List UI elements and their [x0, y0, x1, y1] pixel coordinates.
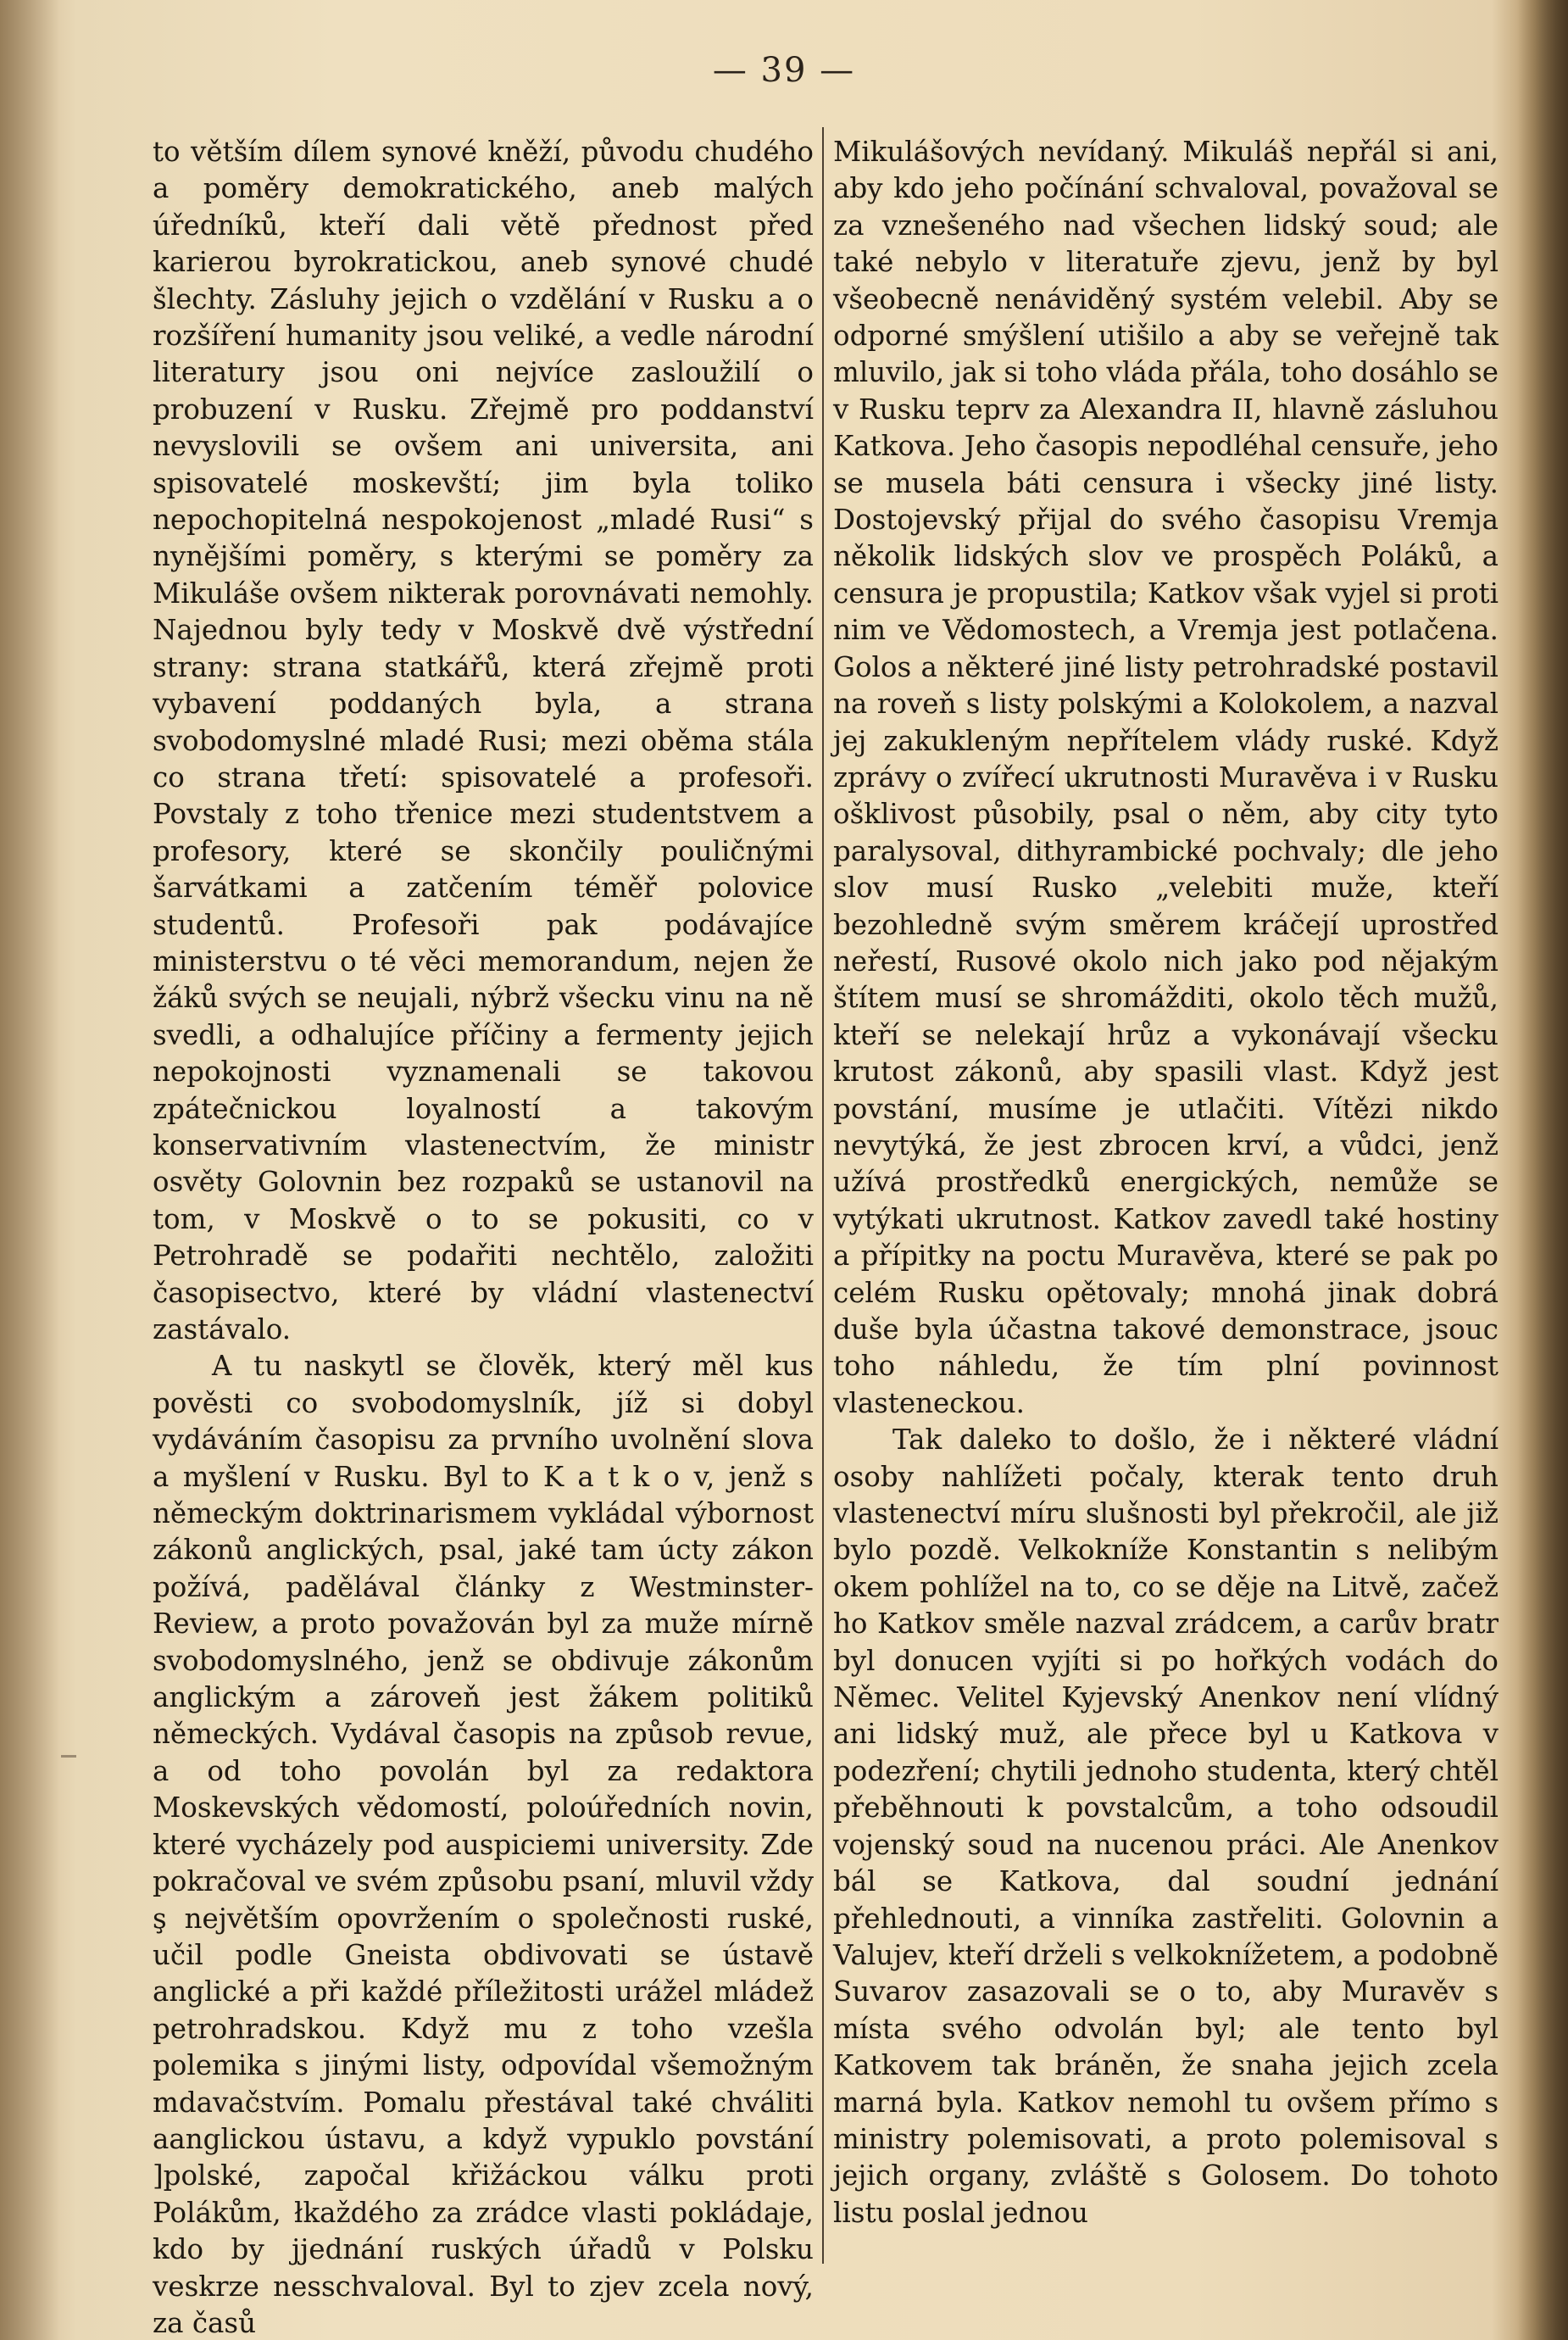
paragraph: to větším dílem synové kněží, původu chudého a poměry demokratického, aneb malých úředníků, kteří dali větě přednost před karierou byrokratickou, aneb synové chudé šlechty. Zásluhy jejich o vzdělání v Rusku a o rozšíření humanity jsou veliké, a vedle národní literatury jsou oni nejvíce zasloužilí o probuzení v Rusku. Zřejmě pro poddanství nevyslovili se ovšem ani universita, ani spisovatelé moskevští; jim byla toliko nepochopitelná nespokojenost „mladé Rusi“ s nynějšími poměry, s kterými se poměry za Mikuláše ovšem nikterak porovnávati nemohly. Najednou byly tedy v Moskvě dvě výstřední strany: strana statkářů, která zřejmě proti vybavení poddaných byla, a strana svobodomyslné mladé Rusi; mezi oběma stála co strana třetí: spisovatelé a profesoři. Povstaly z toho třenice mezi studentstvem a profesory, které se skončily pouličnými šarvátkami a zatčením téměř polovice studentů. Profesoři pak podávajíce ministerstvu o té věci memorandum, nejen že žáků svých se neujali, nýbrž všecku vinu na ně svedli, a odhalujíce příčiny a fermenty jejich nepokojnosti vyznamenali se takovou zpátečnickou loyalností a takovým konservativním vlastenectvím, že ministr osvěty Golovnin bez rozpaků se ustanovil na tom, v Moskvě o to se pokusiti, co v Petrohradě se podařiti nechtělo, založiti časopisectvo, které by vládní vlastenectví zastávalo. [153, 136, 814, 1346]
margin-mark [61, 1755, 76, 1758]
left-column [153, 134, 814, 2340]
page-edge-shadow [1517, 0, 1568, 2340]
paragraph: Mikulášových nevídaný. Mikuláš nepřál si ani, aby kdo jeho počínání schvaloval, považoval se za vznešeného nad všechen lidský soud; ale také nebylo v literatuře zjevu, jenž by byl všeobecně nenáviděný systém velebil. Aby se odporné smýšlení utišilo a aby se veřejně tak mluvilo, jak si toho vláda přála, toho dosáhlo se v Rusku teprv za Alexandra II, hlavně zásluhou Katkova. Jeho časopis nepodléhal censuře, jeho se musela báti censura i všecky jiné listy. Dostojevský přijal do svého časopisu Vremja několik lidských slov ve prospěch Poláků, a censura je propustila; Katkov však vyjel si proti nim ve Vědomostech, a Vremja jest potlačena. Golos a některé jiné listy petrohradské postavil na roveň s listy polskými a Kolokolem, a nazval jej zakukleným nepřítelem vlády ruské. Když zprávy o zvířecí ukrutnosti Muravěva i v Rusku ošklivost působily, psal o něm, aby city tyto paralysoval, dithyrambické pochvaly; dle jeho slov musí Rusko „velebiti muže, kteří bezohledně svým směrem kráčejí uprostřed neřestí, Rusové okolo nich jako pod nějakým štítem musí se shromážditi, okolo těch mužů, kteří se nelekají hrůz a vykonávají všecku krutost zákonů, aby spasili vlast. Když jest povstání, musíme je utlačiti. Vítězi nikdo nevytýká, že jest zbrocen krví, a vůdci, jenž užívá prostředků energických, nemůže se vytýkati ukrutnost. Katkov zavedl také hostiny a přípitky na poctu Muravěva, které se pak po celém Rusku opětovaly; mnohá jinak dobrá duše byla účastna takové demonstrace, jsouc toho náhledu, že tím plní povinnost vlasteneckou. [833, 136, 1498, 1419]
right-column [833, 134, 1498, 2231]
paragraph: A tu naskytl se člověk, který měl kus pověsti co svobodomyslník, jíž si dobyl vydáváním časopisu za prvního uvolnění slova a myšlení v Rusku. Byl to K a t k o v, jenž s německým doktrinarismem vykládal výbornost zákonů anglických, psal, jaké tam úcty zákon požívá, padělával články z Westminster-Review, a proto považován byl za muže mírně svobodomyslného, jenž se obdivuje zákonům anglickým a zároveň jest žákem politiků německých. Vydával časopis na způsob revue, a od toho povolán byl za redaktora Moskevských vědomostí, poloúředních novin, které vycházely pod auspiciemi university. Zde pokračoval ve svém způsobu psaní, mluvil vždy ş největším opovržením o společnosti ruské, učil podle Gneista obdivovati se ústavě anglické a při každé příležitosti urážel mládež petrohradskou. Když mu z toho vzešla polemika s jinými listy, odpovídal všemožným mdavačstvím. Pomalu přestával také chváliti aanglickou ústavu, a když vypuklo povstání ]polské, započal křižáckou válku proti Polákům, łkaždého za zrádce vlasti pokládaje, kdo by jjednání ruských úřadů v Polsku veskrze nesschvaloval. Byl to zjev zcela nový, za časů [153, 1350, 814, 2339]
paragraph: Tak daleko to došlo, že i některé vládní osoby nahlížeti počaly, kterak tento druh vlastenectví míru slušnosti byl překročil, ale již bylo pozdě. Velkokníže Konstantin s nelibým okem pohlížel na to, co se děje na Litvě, začež ho Katkov směle nazval zrádcem, a carův bratr byl donucen vyjíti si po hořkých vodách do Němec. Velitel Kyjevský Anenkov není vlídný ani lidský muž, ale přece byl u Katkova v podezření; chytili jednoho studenta, který chtěl přeběhnouti k povstalcům, a toho odsoudil vojenský soud na nucenou práci. Ale Anenkov bál se Katkova, dal soudní jednání přehlednouti, a vinníka zastřeliti. Golovnin a Valujev, kteří drželi s velkoknížetem, a podobně Suvarov zasazovali se o to, aby Muravěv s místa svého odvolán byl; ale tento byl Katkovem tak bráněn, že snaha jejich zcela marná byla. Katkov nemohl tu ovšem přímo s ministry polemisovati, a proto polemisoval s jejich organy, zvláště s Golosem. Do tohoto listu poslal jednou [833, 1424, 1498, 2229]
page-number: — 39 — [712, 51, 856, 90]
column-divider [822, 127, 824, 2264]
binding-gutter-shadow [0, 0, 59, 2340]
